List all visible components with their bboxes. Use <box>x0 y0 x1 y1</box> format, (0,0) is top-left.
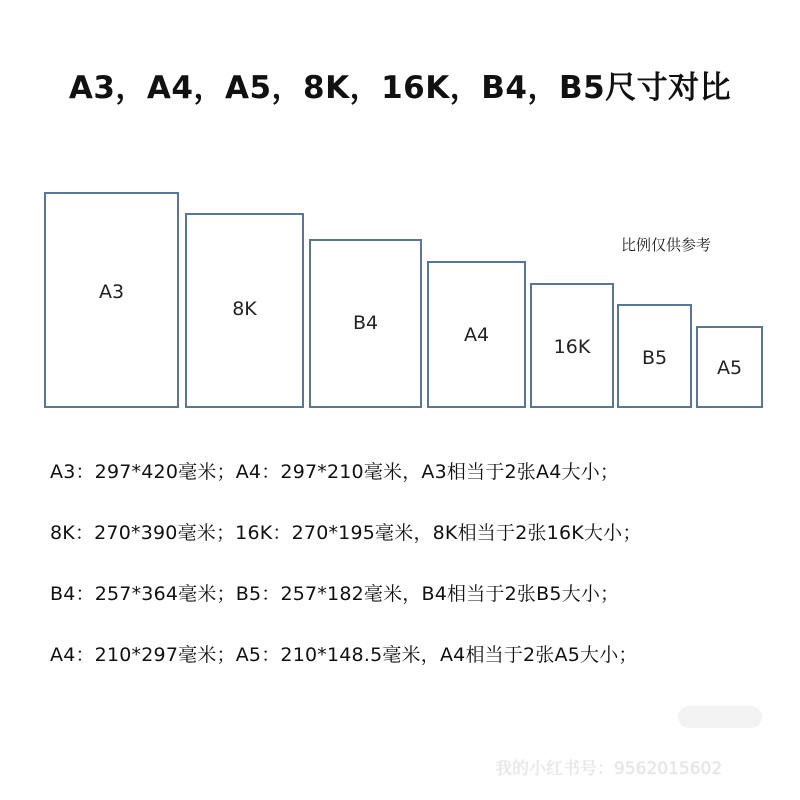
paper-b4 <box>309 239 422 408</box>
paper-label-a3: A3 <box>98 281 125 303</box>
paper-a5 <box>696 326 763 408</box>
paper-label-b5: B5 <box>641 347 668 369</box>
watermark-logo <box>678 706 762 728</box>
scale-note: 比例仅供参考 <box>621 236 712 254</box>
paper-16k <box>530 283 614 408</box>
paper-label-a5: A5 <box>716 357 743 379</box>
paper-label-a4: A4 <box>463 324 490 346</box>
description-a4-a5: A4：210*297毫米；A5：210*148.5毫米，A4相当于2张A5大小； <box>50 644 638 666</box>
paper-a3 <box>44 192 179 408</box>
paper-a4 <box>427 261 526 408</box>
paper-label-b4: B4 <box>352 312 379 334</box>
paper-8k <box>185 213 304 408</box>
paper-label-8k: 8K <box>232 298 257 320</box>
page-title: A3，A4，A5，8K，16K，B4，B5尺寸对比 <box>68 70 732 106</box>
description-b4-b5: B4：257*364毫米；B5：257*182毫米，B4相当于2张B5大小； <box>50 583 620 605</box>
watermark-text: 我的小红书号：9562015602 <box>495 759 723 779</box>
description-8k-16k: 8K：270*390毫米；16K：270*195毫米，8K相当于2张16K大小； <box>50 522 642 544</box>
paper-b5 <box>617 304 692 408</box>
description-a3-a4: A3：297*420毫米；A4：297*210毫米，A3相当于2张A4大小； <box>50 461 620 483</box>
paper-label-16k: 16K <box>553 336 591 358</box>
